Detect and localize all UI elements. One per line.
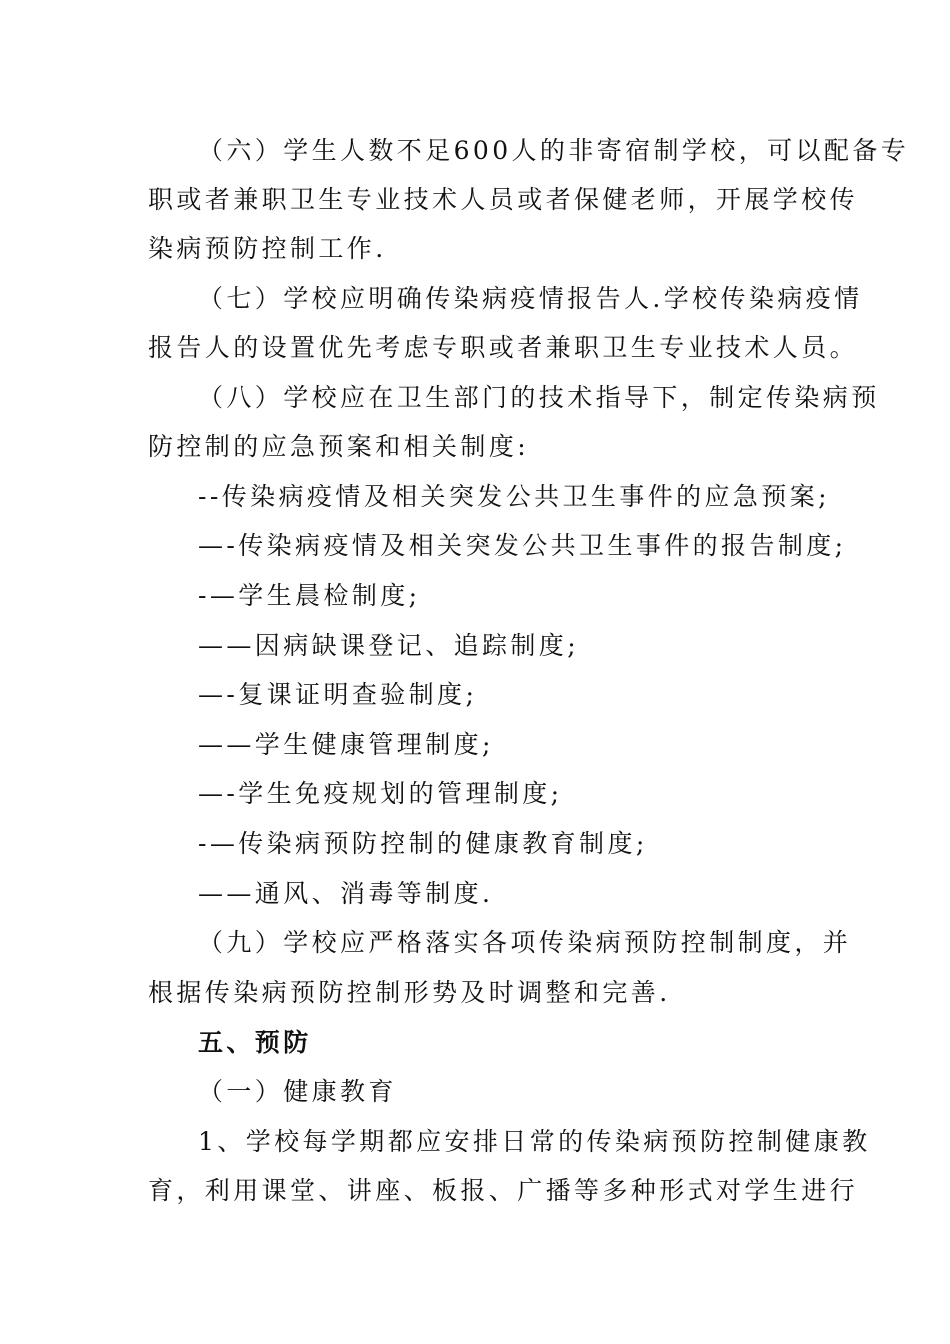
paragraph-9-line-2: 根据传染病预防控制形势及时调整和完善. — [148, 978, 671, 1007]
paragraph-8-line-1: （八）学校应在卫生部门的技术指导下，制定传染病预 — [198, 383, 880, 412]
list-item: ——学生健康管理制度; — [198, 730, 494, 759]
list-item: -—学生晨检制度; — [198, 581, 421, 610]
paragraph-6-line-1: （六）学生人数不足600人的非寄宿制学校，可以配备专 — [198, 136, 910, 165]
paragraph-9-line-1: （九）学校应严格落实各项传染病预防控制制度，并 — [198, 928, 852, 957]
section-heading: 五、预防 — [198, 1028, 312, 1057]
paragraph-1-line-1: 1、学校每学期都应安排日常的传染病预防控制健康教 — [198, 1127, 871, 1156]
subsection-heading: （一）健康教育 — [198, 1077, 397, 1106]
paragraph-8-line-2: 防控制的应急预案和相关制度: — [148, 432, 530, 461]
paragraph-7-line-1: （七）学校应明确传染病疫情报告人.学校传染病疫情 — [198, 284, 863, 313]
list-item: ——通风、消毒等制度. — [198, 879, 494, 908]
list-item: —-传染病疫情及相关突发公共卫生事件的报告制度; — [198, 531, 847, 560]
paragraph-6-line-2: 职或者兼职卫生专业技术人员或者保健老师，开展学校传 — [148, 185, 859, 214]
list-item: -—传染病预防控制的健康教育制度; — [198, 829, 648, 858]
list-item: —-复课证明查验制度; — [198, 680, 478, 709]
paragraph-7-line-2: 报告人的设置优先考虑专职或者兼职卫生专业技术人员。 — [148, 333, 859, 362]
list-item: ——因病缺课登记、追踪制度; — [198, 631, 580, 660]
paragraph-6-line-3: 染病预防控制工作. — [148, 234, 387, 263]
list-item: --传染病疫情及相关突发公共卫生事件的应急预案; — [198, 482, 830, 511]
list-item: —-学生免疫规划的管理制度; — [198, 779, 563, 808]
paragraph-1-line-2: 育，利用课堂、讲座、板报、广播等多种形式对学生进行 — [148, 1176, 859, 1205]
